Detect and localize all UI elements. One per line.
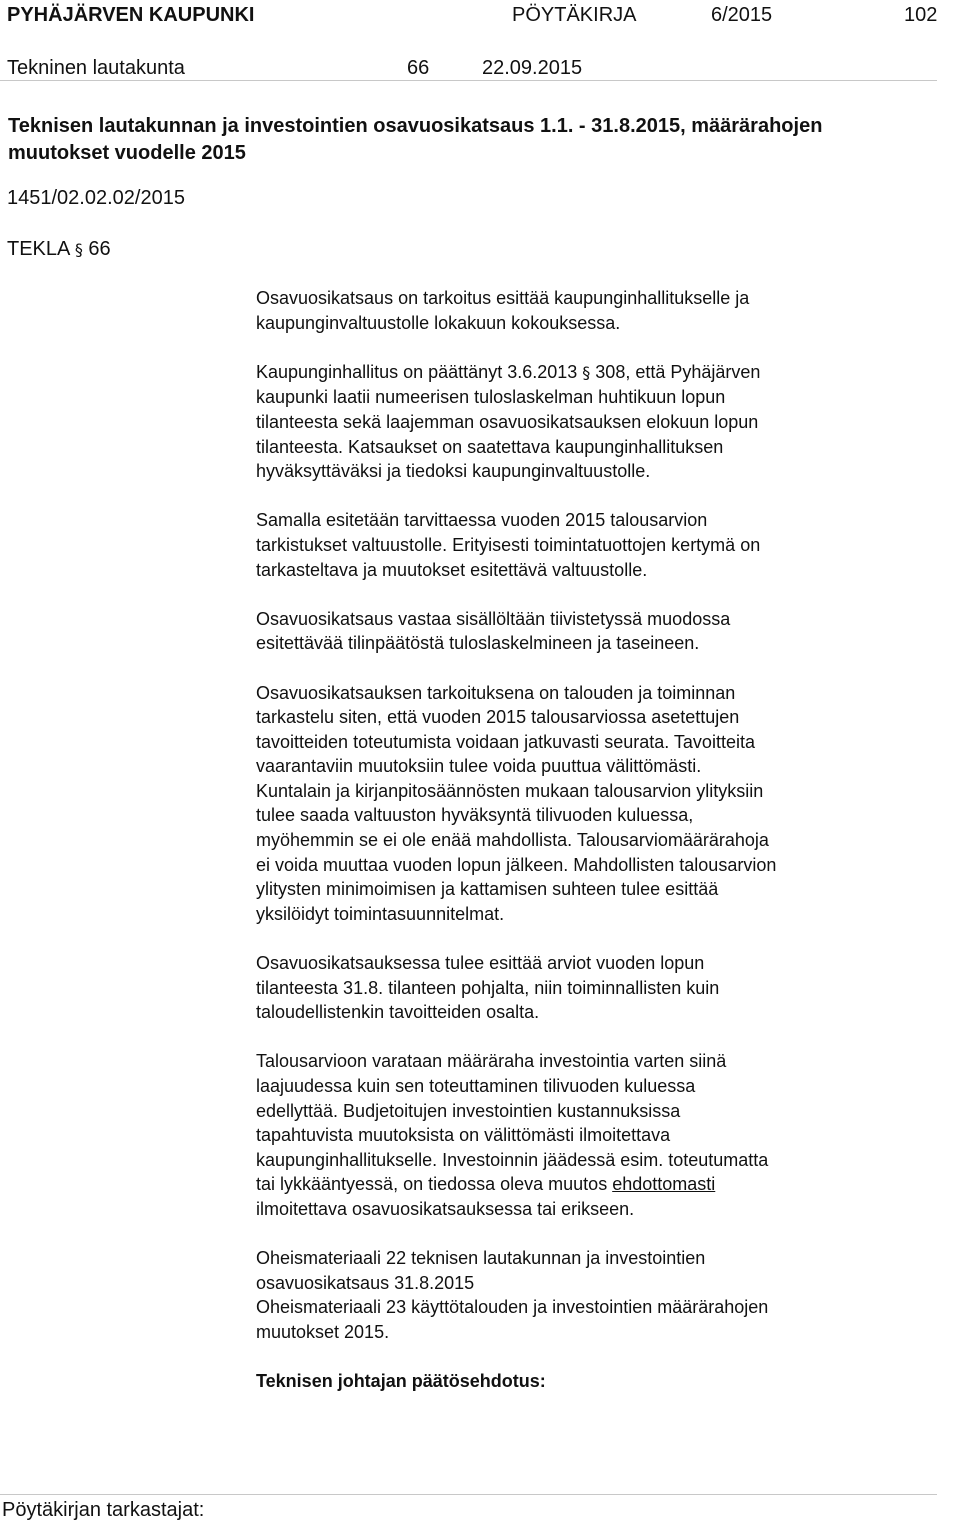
underlined-text: ehdottomasti [612, 1174, 716, 1195]
paragraph [256, 360, 936, 484]
committee-name: Tekninen lautakunta [7, 57, 185, 79]
reviewers-label: Pöytäkirjan tarkastajat: [2, 1499, 205, 1521]
text-line: Osavuosikatsauksessa tulee esittää arviot vuoden lopun [256, 953, 705, 974]
paragraph-symbol-icon: § [582, 362, 591, 382]
text-line: Kuntalain ja kirjanpitosäännösten mukaan talousarvion ylityksiin [256, 780, 764, 801]
text-line: osavuosikatsaus 31.8.2015 [256, 1272, 475, 1293]
text-line: myöhemmin se ei ole enää mahdollista. Talousarviomäärärahoja [256, 830, 769, 851]
section-number: 66 [407, 57, 430, 79]
text-line: kaupunginvaltuustolle lokakuun kokouksessa. [256, 312, 621, 333]
text-line: Teknisen johtajan päätösehdotus: [256, 1371, 546, 1392]
text-line: ylitysten minimoimisen ja kattamisen suhteen tulee esittää [256, 879, 719, 900]
proposal-heading [256, 1369, 936, 1394]
text-line [256, 1172, 936, 1197]
text-line: Osavuosikatsauksen tarkoituksena on talouden ja toiminnan [256, 682, 736, 703]
text-line: Samalla esitetään tarvittaessa vuoden 2015 talousarvion [256, 510, 708, 531]
text-line: Talousarvioon varataan määräraha investointia varten siinä [256, 1051, 727, 1072]
text-fragment: tai lykkääntyessä, on tiedossa oleva muutos [256, 1174, 613, 1195]
paragraph-symbol-icon: § [74, 240, 83, 259]
title-line: Teknisen lautakunnan ja investointien osavuosikatsaus 1.1. - 31.8.2015, määrärahojen [8, 115, 823, 137]
text-fragment: Kaupunginhallitus on päättänyt 3.6.2013 [256, 361, 578, 382]
document-title [8, 113, 928, 167]
text-line [256, 360, 936, 386]
text-line: tilanteesta sekä laajemman osavuosikatsauksen elokuun lopun [256, 411, 759, 432]
text-line: hyväksyttäväksi ja tiedoksi kaupunginvaltuustolle. [256, 461, 651, 482]
paragraph [256, 508, 936, 582]
text-line: tavoitteiden toteutumista voidaan jatkuvasti seurata. Tavoitteita [256, 731, 755, 752]
footer-divider [0, 1494, 937, 1495]
text-line: tapahtuvista muutoksista on välittömästi ilmoitettava [256, 1125, 671, 1146]
section-reference [7, 237, 111, 262]
body-text [256, 286, 936, 1394]
text-line: edellyttää. Budjetoitujen investointien kustannuksissa [256, 1100, 681, 1121]
text-line: ilmoitettava osavuosikatsauksessa tai erikseen. [256, 1198, 635, 1219]
text-line: kaupunginhallitukselle. Investoinnin jäädessä esim. toteutumatta [256, 1149, 769, 1170]
text-line: kaupunki laatii numeerisen tuloslaskelman huhtikuun lopun [256, 387, 726, 408]
text-line: taloudellistenkin tavoitteiden osalta. [256, 1002, 540, 1023]
document-type: PÖYTÄKIRJA [512, 4, 637, 26]
text-line: tilanteesta 31.8. tilanteen pohjalta, niin toiminnallisten kuin [256, 977, 720, 998]
paragraph [256, 607, 936, 656]
paragraph [256, 286, 936, 335]
text-fragment: 308, että Pyhäjärven [595, 361, 761, 382]
text-line: tarkistukset valtuustolle. Erityisesti toimintatuottojen kertymä on [256, 534, 761, 555]
paragraph [256, 681, 936, 927]
text-line: Osavuosikatsaus on tarkoitus esittää kaupunginhallitukselle ja [256, 288, 750, 308]
document-number: 6/2015 [711, 4, 773, 26]
text-line: yksilöidyt toimintasuunnitelmat. [256, 903, 505, 924]
header-divider [0, 80, 937, 81]
text-line: tulee saada valtuuston hyväksyntä tilivuoden kuluessa, [256, 805, 694, 826]
text-line: Oheismateriaali 23 käyttötalouden ja investointien määrärahojen [256, 1297, 769, 1318]
text-line: ei voida muuttaa vuoden lopun jälkeen. Mahdollisten talousarvion [256, 854, 777, 875]
paragraph [256, 1246, 936, 1344]
title-line: muutokset vuodelle 2015 [8, 142, 246, 164]
text-line: muutokset 2015. [256, 1321, 390, 1342]
text-line: vaarantaviin muutoksiin tulee voida puuttua välittömästi. [256, 756, 702, 777]
text-line: Osavuosikatsaus vastaa sisällöltään tiivistetyssä muodossa [256, 608, 731, 629]
text-line: tarkastelu siten, että vuoden 2015 talousarviossa asetettujen [256, 707, 740, 728]
record-id: 1451/02.02.02/2015 [7, 187, 185, 209]
text-line: laajuudessa kuin sen toteuttaminen tilivuoden kuluessa [256, 1076, 696, 1096]
paragraph [256, 1049, 936, 1221]
page-number: 102 [904, 4, 938, 26]
paragraph [256, 951, 936, 1025]
section-ref-number: 66 [88, 238, 111, 260]
organization-name: PYHÄJÄRVEN KAUPUNKI [7, 4, 255, 26]
text-line: tilanteesta. Katsaukset on saatettava kaupunginhallituksen [256, 436, 724, 457]
text-line: esitettävää tilinpäätöstä tuloslaskelmineen ja taseineen. [256, 633, 700, 654]
section-label: TEKLA [7, 238, 70, 260]
text-line: Oheismateriaali 22 teknisen lautakunnan ja investointien [256, 1248, 706, 1269]
text-line: tarkasteltava ja muutokset esitettävä valtuustolle. [256, 559, 648, 580]
meeting-date: 22.09.2015 [482, 57, 583, 79]
